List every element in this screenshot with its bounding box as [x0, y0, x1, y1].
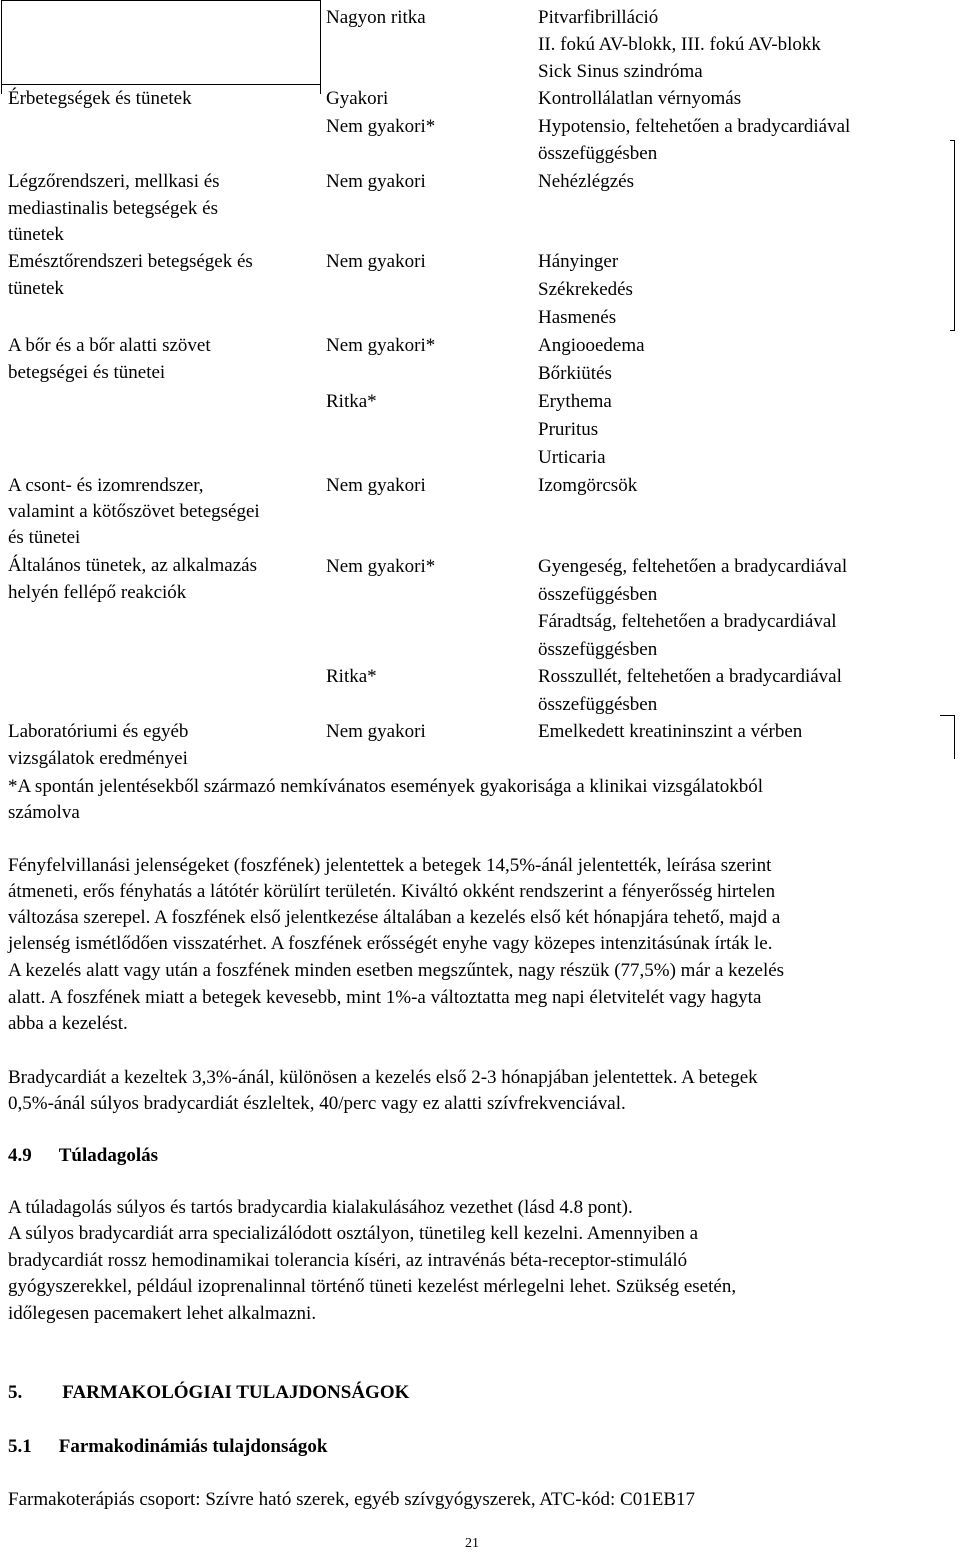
paragraph-line: változása szerepel. A foszfének első jelentkezése általában a kezelés első két hónapjára tehető, majd a — [8, 907, 781, 928]
effect-cell: Erythema — [538, 391, 612, 412]
soc-cell: és tünetei — [8, 527, 81, 548]
effect-cell: összefüggésben — [538, 143, 658, 164]
effect-cell: összefüggésben — [538, 694, 658, 715]
freq-cell: Nem gyakori* — [326, 116, 436, 137]
section-heading-4-9 — [8, 1142, 158, 1169]
section-title: Farmakodinámiás tulajdonságok — [58, 1436, 328, 1457]
effect-cell: Urticaria — [538, 447, 606, 468]
effect-cell: Hányinger — [538, 251, 619, 272]
atc-line: Farmakoterápiás csoport: Szívre ható szerek, egyéb szívgyógyszerek, ATC-kód: C01EB17 — [8, 1489, 695, 1510]
effect-cell: Emelkedett kreatininszint a vérben — [538, 721, 803, 742]
paragraph-line: A súlyos bradycardiát arra specializálódott osztályon, tünetileg kell kezelni. Amennyiben a — [8, 1223, 699, 1244]
paragraph-line: bradycardiát rossz hemodinamikai tolerancia kíséri, az intravénás béta-receptor-stimuláló — [8, 1250, 688, 1271]
soc-cell: mediastinalis betegségek és — [8, 198, 218, 219]
effect-cell: Pitvarfibrilláció — [538, 7, 659, 28]
table-footnote: számolva — [8, 802, 80, 823]
soc-cell: Érbetegségek és tünetek — [8, 88, 192, 109]
freq-cell: Nem gyakori — [326, 475, 426, 496]
freq-cell: Gyakori — [326, 88, 389, 109]
effect-cell: Angiooedema — [538, 335, 645, 356]
effect-cell: Rosszullét, feltehetően a bradycardiával — [538, 666, 842, 687]
effect-cell: Kontrollálatlan vérnyomás — [538, 88, 742, 109]
paragraph-line: jelenség ismétlődően visszatérhet. A foszfének erősségét enyhe vagy közepes intenzitásúnak írták le. — [8, 933, 773, 954]
table-border-right — [954, 140, 955, 330]
soc-cell: A bőr és a bőr alatti szövet — [8, 335, 211, 356]
freq-cell: Nem gyakori* — [326, 556, 436, 577]
freq-cell: Nem gyakori* — [326, 335, 436, 356]
soc-cell: Általános tünetek, az alkalmazás — [8, 555, 258, 576]
soc-cell: helyén fellépő reakciók — [8, 582, 187, 603]
table-footnote: *A spontán jelentésekből származó nemkívánatos események gyakorisága a klinikai vizsgálatokból — [8, 776, 764, 797]
paragraph-line: időlegesen pacemakert lehet alkalmazni. — [8, 1303, 317, 1324]
effect-cell: összefüggésben — [538, 584, 658, 605]
paragraph-line: A kezelés alatt vagy után a foszfének minden esetben megszűntek, nagy részük (77,5%) már a kezelés — [8, 960, 785, 981]
table-border-right — [954, 715, 955, 759]
paragraph-line: Bradycardiát a kezeltek 3,3%-ánál, különösen a kezelés első 2-3 hónapjában jelentettek. A betegek — [8, 1067, 758, 1088]
soc-cell: Laboratóriumi és egyéb — [8, 721, 189, 742]
paragraph-line: 0,5%-ánál súlyos bradycardiát észleltek, 40/perc vagy ez alatti szívfrekvenciával. — [8, 1093, 626, 1114]
effect-cell: Fáradtság, feltehetően a bradycardiával — [538, 611, 837, 632]
section-title: Túladagolás — [58, 1145, 159, 1166]
table-border — [320, 0, 321, 94]
section-number: 5. — [8, 1382, 23, 1403]
table-border — [950, 140, 955, 141]
table-border-left — [1, 0, 2, 94]
freq-cell: Nem gyakori — [326, 721, 426, 742]
paragraph-line: gyógyszerekkel, például izoprenalinnal történő tüneti kezelést mérlegelni lehet. Szükség esetén, — [8, 1276, 737, 1297]
soc-cell: Emésztőrendszeri betegségek és — [8, 251, 253, 272]
page-number: 21 — [465, 1536, 479, 1551]
freq-cell: Ritka* — [326, 666, 377, 687]
soc-cell: valamint a kötőszövet betegségei — [8, 501, 260, 522]
effect-cell: Nehézlégzés — [538, 171, 634, 192]
section-heading-5-1 — [8, 1433, 327, 1460]
freq-cell: Nem gyakori — [326, 171, 426, 192]
table-border — [1, 0, 320, 1]
table-border — [940, 715, 955, 716]
effect-cell: Bőrkiütés — [538, 363, 612, 384]
paragraph-line: alatt. A foszfének miatt a betegek kevesebb, mint 1%-a változtatta meg napi életvitelét vagy hagyta — [8, 987, 762, 1008]
soc-cell: tünetek — [8, 278, 64, 299]
soc-cell: Légzőrendszeri, mellkasi és — [8, 171, 220, 192]
section-heading-5 — [8, 1379, 409, 1406]
effect-cell: Hasmenés — [538, 307, 617, 328]
section-number: 5.1 — [8, 1436, 32, 1457]
soc-cell: A csont- és izomrendszer, — [8, 475, 204, 496]
effect-cell: Hypotensio, feltehetően a bradycardiával — [538, 116, 851, 137]
paragraph-line: Fényfelvillanási jelenségeket (foszfének) jelentettek a betegek 14,5%-ánál jelentették, leírása szerint — [8, 855, 772, 876]
section-number: 4.9 — [8, 1145, 32, 1166]
section-title: FARMAKOLÓGIAI TULAJDONSÁGOK — [62, 1382, 410, 1403]
freq-cell: Nagyon ritka — [326, 7, 426, 28]
soc-cell: betegségei és tünetei — [8, 362, 166, 383]
soc-cell: vizsgálatok eredményei — [8, 748, 188, 769]
effect-cell: Sick Sinus szindróma — [538, 61, 703, 82]
paragraph-line: abba a kezelést. — [8, 1013, 128, 1034]
effect-cell: Izomgörcsök — [538, 475, 638, 496]
freq-cell: Nem gyakori — [326, 251, 426, 272]
effect-cell: Gyengeség, feltehetően a bradycardiával — [538, 556, 848, 577]
paragraph-line: A túladagolás súlyos és tartós bradycardia kialakulásához vezethet (lásd 4.8 pont). — [8, 1197, 633, 1218]
table-border — [950, 330, 955, 331]
freq-cell: Ritka* — [326, 391, 377, 412]
effect-cell: összefüggésben — [538, 639, 658, 660]
paragraph-line: átmeneti, erős fényhatás a látótér körülírt területén. Kiváltó okként rendszerint a fényerősség hirtelen — [8, 881, 776, 902]
effect-cell: Székrekedés — [538, 279, 633, 300]
effect-cell: II. fokú AV-blokk, III. fokú AV-blokk — [538, 34, 821, 55]
effect-cell: Pruritus — [538, 419, 599, 440]
soc-cell: tünetek — [8, 224, 64, 245]
